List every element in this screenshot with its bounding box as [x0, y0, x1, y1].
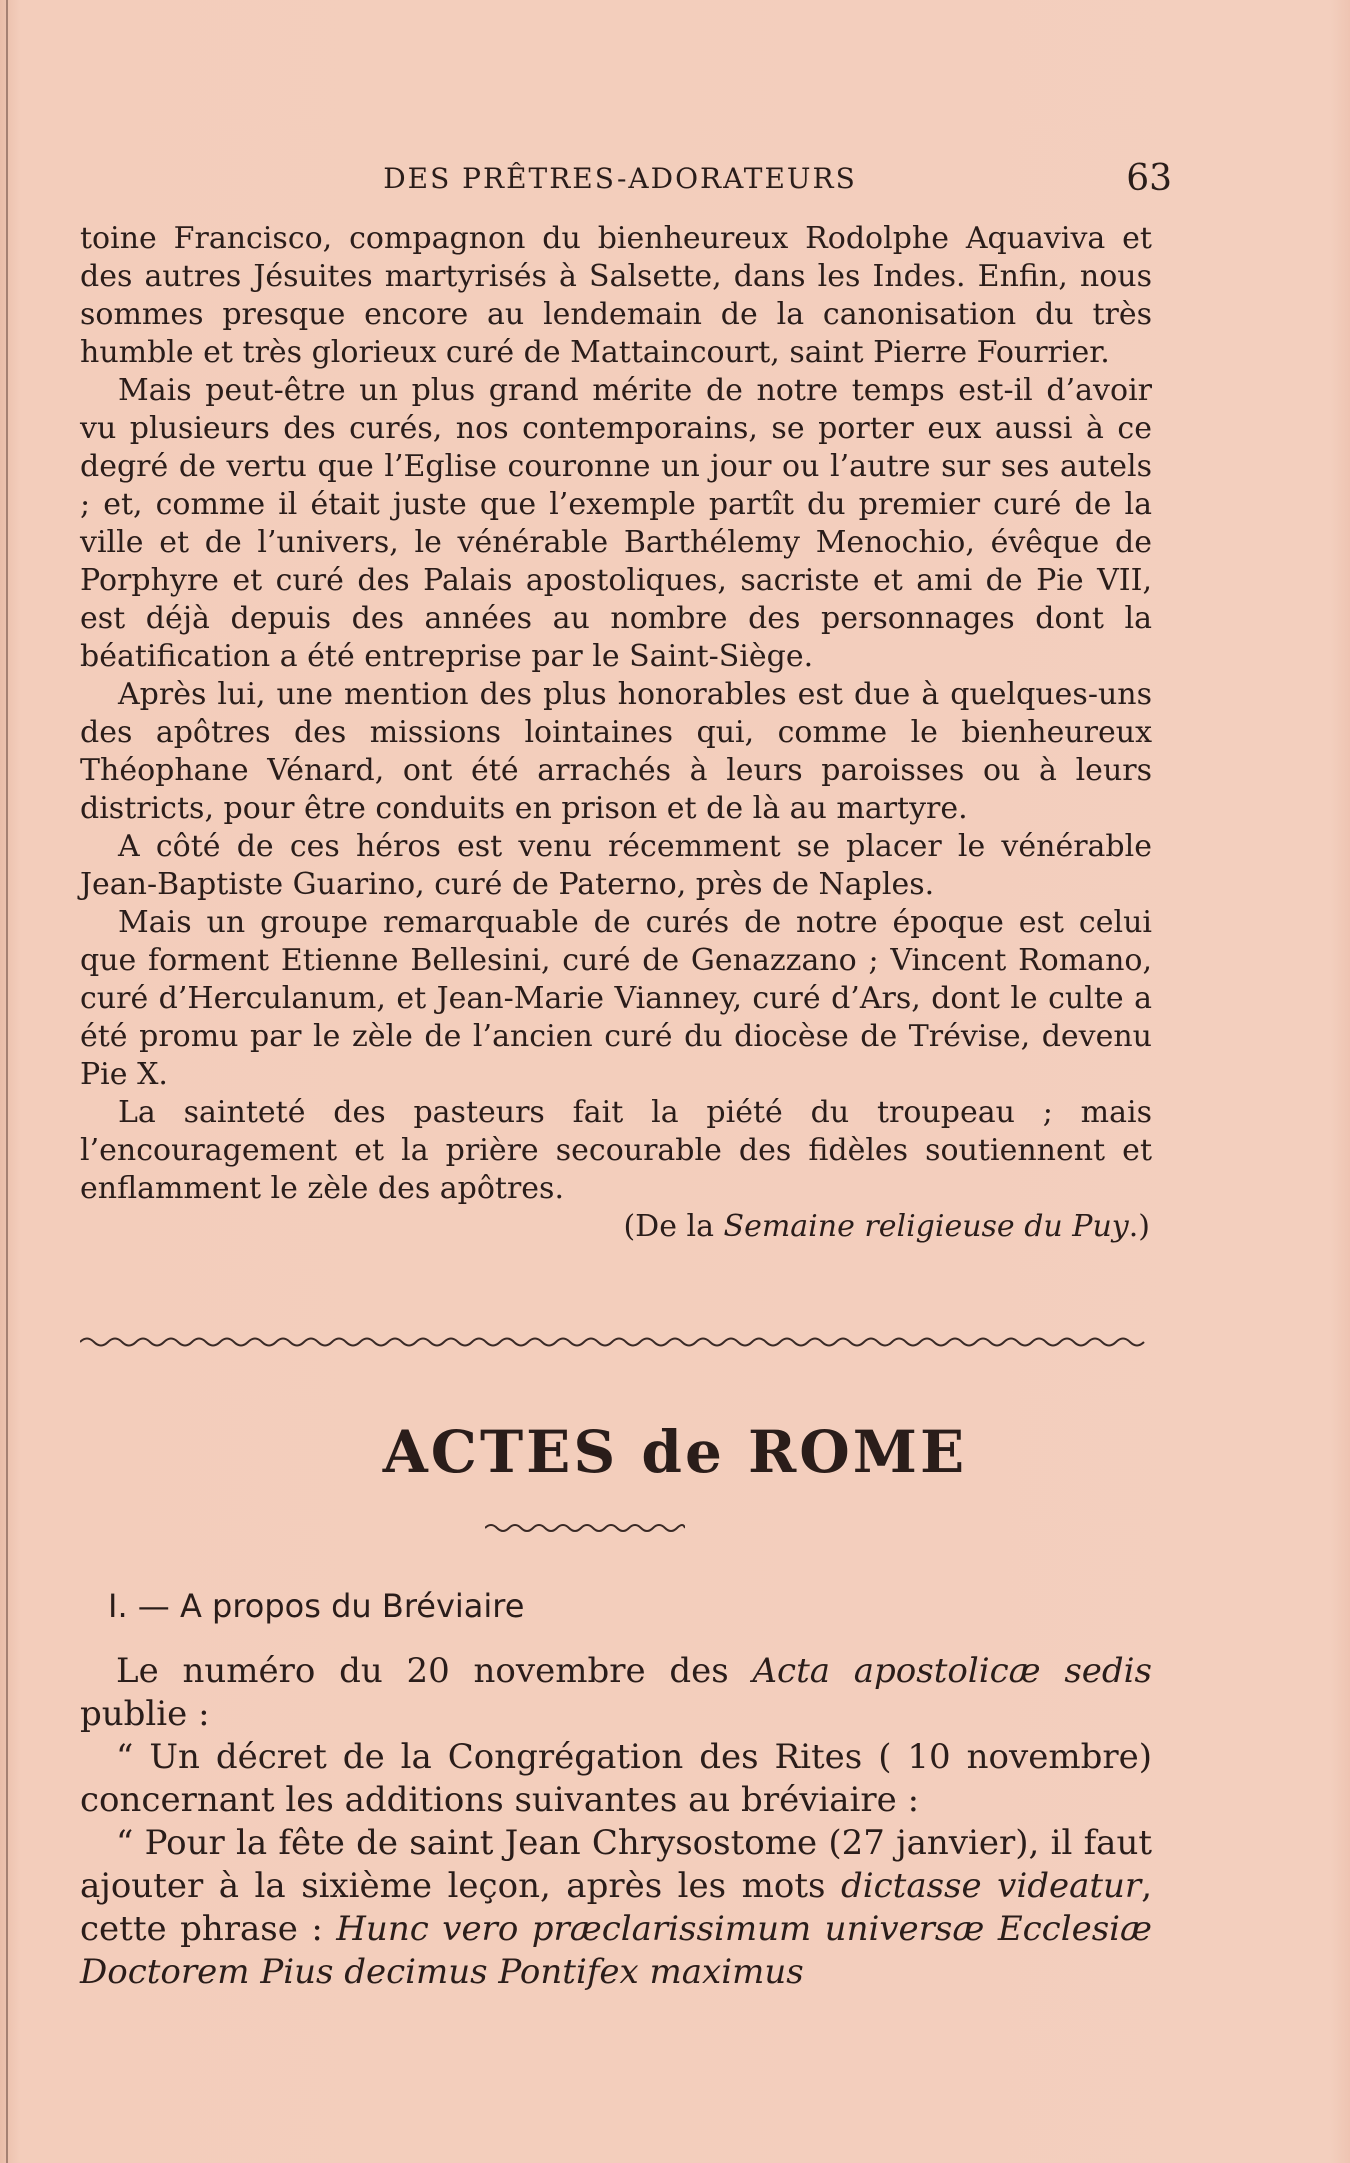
publication-title: Acta apostolicæ sedis — [752, 1651, 1153, 1691]
lower-body — [80, 1585, 1152, 1994]
paragraph: A côté de ces héros est venu récemment se placer le vénérable Jean-Baptiste Guarino, curé de Paterno, près de Naples. — [80, 829, 1152, 902]
running-title: DES PRÊTRES-ADORATEURS — [383, 162, 857, 195]
latin-phrase: dictasse videatur — [840, 1866, 1142, 1906]
latin-phrase: Hunc vero præclarissimum universæ Ecclesiæ Doctorem Pius decimus Pontifex maximus — [80, 1909, 1152, 1992]
section-title: ACTES de ROME — [382, 1418, 968, 1486]
source-suffix: .) — [1128, 1209, 1150, 1244]
page-number: 63 — [1126, 158, 1172, 199]
article-body — [80, 220, 1152, 1246]
small-wavy-divider — [485, 1522, 685, 1534]
source-prefix: (De la — [623, 1209, 724, 1244]
source-title: Semaine religieuse du Puy — [723, 1209, 1129, 1244]
paragraph — [80, 1650, 1152, 1736]
text-run: “ Pour la fête de saint Jean Chrysostome (27 janvier), il faut ajouter à la sixième leçon, après les mots — [80, 1823, 1152, 1906]
text-run: , cette phrase : — [80, 1866, 1152, 1949]
paragraph — [80, 1822, 1152, 1994]
paragraph: Mais un groupe remarquable de curés de notre époque est celui que forment Etienne Bellesini, curé de Genazzano ; Vincent Romano, curé d’Herculanum, et Jean-Marie Vianney, curé d’Ars, dont le culte a été promu par le zèle de l’ancien curé du diocèse de Trévise, devenu Pie X. — [80, 905, 1152, 1092]
paragraph: La sainteté des pasteurs fait la piété du troupeau ; mais l’encouragement et la prière secourable des fidèles soutiennent et enflamment le zèle des apôtres. — [80, 1095, 1152, 1206]
paragraph: Mais peut-être un plus grand mérite de notre temps est-il d’avoir vu plusieurs des curés, nos contemporains, se porter eux aussi à ce degré de vertu que l’Eglise couronne un jour ou l’autre sur ses autels ; et, comme il était juste que l’exemple partît du premier curé de la ville et de l’univers, le vénérable Barthélemy Menochio, évêque de Porphyre et curé des Palais apostoliques, sacriste et ami de Pie VII, est déjà depuis des années au nombre des personnages dont la béatification a été entreprise par le Saint-Siège. — [80, 373, 1152, 674]
paragraph: toine Francisco, compagnon du bienheureux Rodolphe Aquaviva et des autres Jésuites martyrisés à Salsette, dans les Indes. Enfin, nous sommes presque encore au lendemain de la canonisation du très humble et très glorieux curé de Mattaincourt, saint Pierre Fourrier. — [80, 221, 1152, 370]
page-header — [80, 158, 1172, 199]
text-run: publie : — [80, 1694, 210, 1734]
paragraph: Après lui, une mention des plus honorables est due à quelques-uns des apôtres des missions lointaines qui, comme le bienheureux Théophane Vénard, ont été arrachés à leurs paroisses ou à leurs districts, pour être conduits en prison et de là au martyre. — [80, 677, 1152, 826]
text-run: Le numéro du 20 novembre des — [116, 1651, 753, 1691]
source-citation — [80, 1208, 1152, 1246]
wavy-divider — [80, 1333, 1150, 1351]
page-edge — [6, 0, 8, 2163]
paragraph: “ Un décret de la Congrégation des Rites ( 10 novembre) concernant les additions suivantes au bréviaire : — [80, 1737, 1152, 1820]
subsection-heading: I. — A propos du Bréviaire — [108, 1587, 525, 1625]
